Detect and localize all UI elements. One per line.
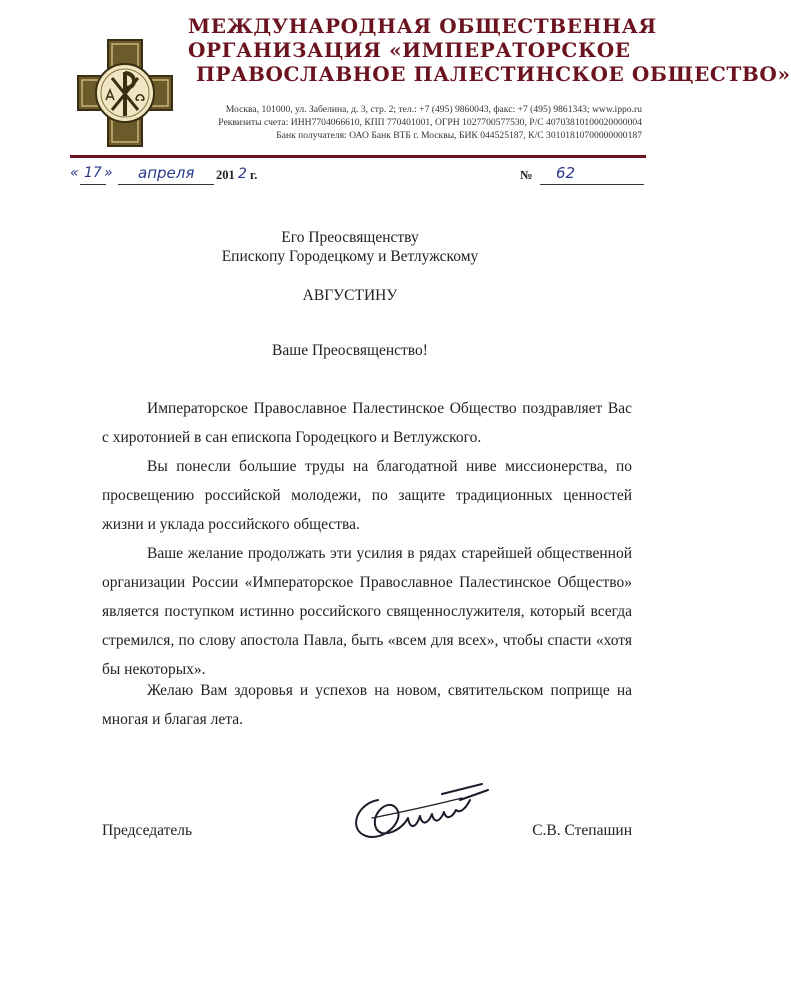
salutation: Ваше Преосвященство! xyxy=(272,342,428,359)
addressee-line-2: Епископу Городецкому и Ветлужскому xyxy=(221,248,479,265)
org-name-line-1: МЕЖДУНАРОДНАЯ ОБЩЕСТВЕННАЯ xyxy=(188,14,657,38)
bank-line: Банк получателя: ОАО Банк ВТБ г. Москвы, БИК 044525187, К/С 30101810700000000187 xyxy=(276,130,642,141)
addressee-name: АВГУСТИНУ xyxy=(302,287,398,304)
paragraph-wishes: Желаю Вам здоровья и успехов на новом, святительском поприще на многая и благая лета. xyxy=(102,682,632,728)
date-open-quote: « xyxy=(70,165,79,181)
chi-rho-cross-emblem-icon xyxy=(76,38,174,148)
month-underline xyxy=(118,184,214,185)
number-label: № xyxy=(520,168,533,182)
date-year-suffix: 2 xyxy=(238,166,247,182)
number-underline xyxy=(540,184,644,185)
date-year-prefix: 201 xyxy=(216,168,235,182)
letterhead-divider xyxy=(70,155,646,158)
handwritten-signature-icon xyxy=(342,770,492,848)
paragraph-organization: Ваше желание продолжать эти усилия в рядах старейшей общественной организации России «Императорское Православное Палестинское Общество» является поступком истинно российского священнослужителя, который всегда стремился, по слову апостола Павла, быть «всем для всех», чтобы спасти «хотя бы некоторых». xyxy=(102,545,632,678)
requisites-line: Реквизиты счета: ИНН7704066610, КПП 770401001, ОГРН 1027700577530, Р/С 40703810100020000004 xyxy=(218,117,642,128)
org-name-line-2: ОРГАНИЗАЦИЯ «ИМПЕРАТОРСКОЕ xyxy=(188,38,631,62)
address-line: Москва, 101000, ул. Забелина, д. 3, стр. 2; тел.: +7 (495) 9860043, факс: +7 (495) 9861343; www.ippo.ru xyxy=(225,104,642,115)
paragraph-congratulation: Императорское Православное Палестинское Общество поздравляет Вас с хиротонией в сан епископа Городецкого и Ветлужского. xyxy=(102,400,632,446)
org-name-line-3: ПРАВОСЛАВНОЕ ПАЛЕСТИНСКОЕ ОБЩЕСТВО» xyxy=(196,62,791,86)
day-underline xyxy=(80,184,106,185)
date-day: 17 xyxy=(84,165,102,181)
date-close-quote: » xyxy=(104,165,113,181)
paragraph-merits: Вы понесли большие труды на благодатной ниве миссионерства, по просвещению российской молодежи, по защите традиционных ценностей жизни и уклада российского общества. xyxy=(102,458,632,533)
date-year-unit: г. xyxy=(250,168,258,182)
signatory-name: С.В. Степашин xyxy=(532,822,632,839)
date-month: апреля xyxy=(138,164,195,182)
signatory-title: Председатель xyxy=(102,822,193,839)
addressee-line-1: Его Преосвященству xyxy=(281,229,419,246)
document-number: 62 xyxy=(556,164,576,182)
